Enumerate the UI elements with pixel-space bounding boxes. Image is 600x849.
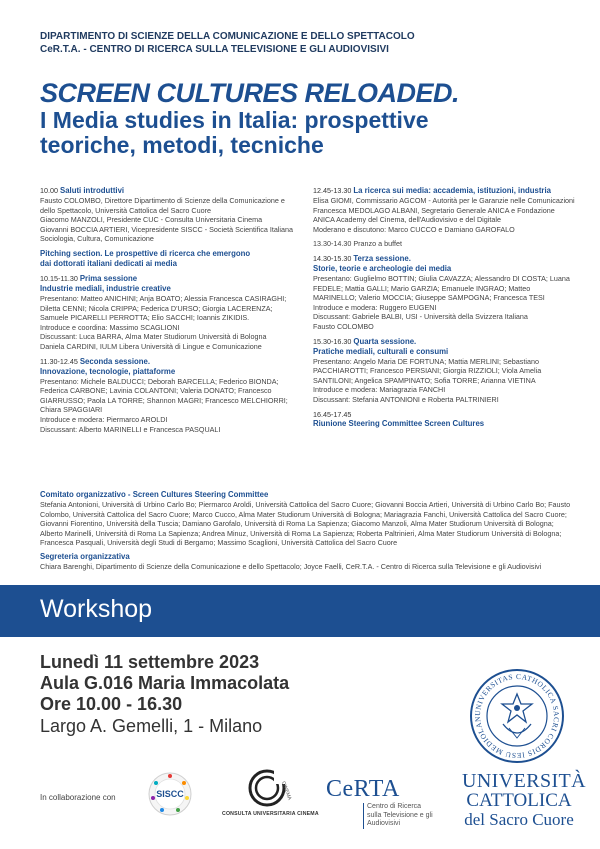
committee-members: Stefania Antonioni, Università di Urbino Carlo Bo; Piermarco Aroldi, Università Cattolica del Sacro Cuore; Giovanni Boccia Artieri, Università di Urbino Carlo Bo; Fausto Colombo, Università Cattolica del Sacro Cuore; Marco Cucco, Alma Mater Studiorum Università di Bologna; Mariagrazia Fanchi, Università Cattolica del Sacro Cuore; Giovanni Fiorentino, Università della Tuscia; Damiano Garofalo, Università di Roma La Sapienza; Giacomo Manzoli, Alma Mater Studiorum Università di Bologna; Alberto Marinelli, Università di Roma La Sapienza; Andrea Minuz, Università di Roma La Sapienza; Roberta Paltrinieri, Alma Mater Studiorum Università di Bologna; Francesca Pasquali, Università degli Studi di Bergamo; Massimo Scaglioni, Università Cattolica del Sacro Cuore <box>40 500 571 548</box>
discussant: Discussant: Luca BARRA, Alma Mater Studiorum Università di Bologna <box>40 332 267 342</box>
workshop-band <box>0 585 600 637</box>
certa-logo <box>326 776 466 826</box>
university-line-1: UNIVERSITÀ <box>462 770 586 792</box>
session-heading: La ricerca sui media: accademia, istituzioni, industria <box>353 186 551 195</box>
university-line-2: CATTOLICA <box>466 790 572 811</box>
program-block-greetings <box>40 186 302 244</box>
session-subheading: Storie, teorie e archeologie dei media <box>313 263 452 273</box>
time: 16.45-17.45 <box>313 409 352 419</box>
workshop-label: Workshop <box>40 595 153 623</box>
discussant: Daniela CARDINI, IULM Libera Università di Lingue e Comunicazione <box>40 341 262 351</box>
subtitle-line-1: I Media studies in Italia: prospettive <box>40 107 429 133</box>
session-heading: Saluti introduttivi <box>60 186 125 195</box>
speaker: Elisa GIOMI, Commissario AGCOM - Autorità per le Garanzie nelle Comunicazioni <box>313 196 575 205</box>
presenters: Presentano: Matteo ANICHINI; Anja BOATO; Alessia Francesca CASIRAGHI; Diletta CENNI; Nicola CRIPPA; Federica D'URSO; Giorgia LACERENZA; Samuele PICARELLI PERROTTA; Elio SACCHI; Ioannis ZIKIDIS. <box>40 293 287 323</box>
program-block-session-3 <box>313 254 575 332</box>
presenters: Presentano: Guglielmo BOTTIN; Giulia CAVAZZA; Alessandro DI COSTA; Luana FEDELE; Mattia GALLI; Mario GARZIA; Emanuele INGRAO; Matteo MARINELLO; Valerio MOCCIA; Giuseppe SAMPOGNA; Francesca TESI <box>313 273 570 303</box>
time: 14.30-15.30 <box>313 253 352 263</box>
header-department: DIPARTIMENTO DI SCIENZE DELLA COMUNICAZIONE E DELLO SPETTACOLO <box>40 31 415 42</box>
pitch-heading-line-2: dai dottorati italiani dedicati ai media <box>40 258 177 268</box>
session-heading: Prima sessione <box>79 273 138 283</box>
event-info <box>40 652 289 737</box>
collaboration-label: In collaborazione con <box>40 793 116 802</box>
program-block-session-4 <box>313 337 575 405</box>
discussant: Discussant: Alberto MARINELLI e Francesca PASQUALI <box>40 424 221 434</box>
certa-name: CeRTA <box>326 776 400 802</box>
speaker: Giovanni BOCCIA ARTIERI, Vicepresidente SISCC - Società Scientifica Italiana Sociologia, Cultura, Comunicazione <box>40 224 294 244</box>
time: 10.15-11.30 <box>40 273 78 283</box>
presenters: Presentano: Angelo Maria DE FORTUNA; Mattia MERLINI; Sebastiano PACCHIAROTTI; Francesco PERSIANI; Giorgia RIZZIOLI; Viola Amelia SANTILONI; Angelica SPAMPINATO; Sofia TORRE; Arianna VIETINA <box>313 356 542 385</box>
discussant: Discussant: Stefania ANTONIONI e Roberta PALTRINIERI <box>313 394 499 404</box>
university-wordmark <box>462 770 586 829</box>
program-right-column <box>313 186 575 434</box>
lunch: 13.30-14.30 Pranzo a buffet <box>313 239 402 249</box>
program-block-roundtable <box>313 186 575 234</box>
cuc-caption: CONSULTA UNIVERSITARIA CINEMA <box>222 811 319 817</box>
event-date: Lunedì 11 settembre 2023 <box>40 652 260 672</box>
university-seal-icon <box>469 668 565 764</box>
time: 11.30-12.45 <box>40 356 78 366</box>
moderator: Moderano e discutono: Marco CUCCO e Damiano GAROFALO <box>313 224 515 234</box>
committee-heading: Comitato organizzativo - Screen Cultures Steering Committee <box>40 490 269 499</box>
header <box>40 30 415 56</box>
siscc-text: SISCC <box>156 789 184 799</box>
program-block-session-1 <box>40 274 302 352</box>
moderator: Introduce e modera: Ruggero EUGENI <box>313 302 437 312</box>
session-heading: Quarta sessione. <box>353 336 417 346</box>
session-heading: Terza sessione. <box>353 253 411 263</box>
program-block-session-2 <box>40 357 302 435</box>
secretariat-heading: Segreteria organizzativa <box>40 551 130 561</box>
svg-text:CINEMA: CINEMA <box>280 780 293 801</box>
event-room: Aula G.016 Maria Immacolata <box>40 673 290 693</box>
session-heading: Riunione Steering Committee Screen Cultures <box>313 419 485 429</box>
event-time: Ore 10.00 - 16.30 <box>40 694 183 714</box>
time: 12.45-13.30 <box>313 186 352 195</box>
session-subheading: Industrie mediali, industrie creative <box>40 283 171 293</box>
program-left-column <box>40 186 302 439</box>
main-title: SCREEN CULTURES RELOADED. <box>40 78 460 108</box>
university-line-3: del Sacro Cuore <box>464 810 574 829</box>
program-block-lunch <box>313 239 575 249</box>
certa-subtitle <box>363 803 466 829</box>
presenters: Presentano: Michele BALDUCCI; Deborah BARCELLA; Federico BIONDA; Federica CARBONE; Lavinia COLANTONI; Valeria DONATO; Francesco GIARRUSSO; Paola LA TORRE; Shannon MAGRI; Francesco MELCHIORRI; Chiara SPAGGIARI <box>40 376 288 415</box>
speaker: Francesca MEDOLAGO ALBANI, Segretario Generale ANICA e Fondazione ANICA Academy del Cinema, dell'Audiovisivo e del Digitale <box>313 205 555 225</box>
committee-section <box>40 490 575 572</box>
session-heading: Seconda sessione. <box>79 356 151 366</box>
speaker: Giacomo MANZOLI, Presidente CUC - Consulta Universitaria Cinema <box>40 215 263 225</box>
moderator: Introduce e coordina: Massimo SCAGLIONI <box>40 322 180 332</box>
discussant: Fausto COLOMBO <box>313 321 374 331</box>
seal-text: UNIVERSITAS CATHOLICA SACRI CORDIS IESU MEDIOLAN <box>472 671 562 761</box>
subtitle-line-2: teoriche, metodi, tecniche <box>40 132 324 158</box>
siscc-logo <box>146 770 194 818</box>
header-center: CeR.T.A. - CENTRO DI RICERCA SULLA TELEVISIONE E GLI AUDIOVISIVI <box>40 44 389 55</box>
moderator: Introduce e modera: Piermarco AROLDI <box>40 414 168 424</box>
secretariat-members: Chiara Barenghi, Dipartimento di Scienze della Comunicazione e dello Spettacolo; Joyce Faelli, CeR.T.A. - Centro di Ricerca sulla Televisione e gli Audiovisivi <box>40 561 542 571</box>
time: 10.00 <box>40 186 58 195</box>
pitching-section-heading <box>40 249 302 269</box>
program-block-steering <box>313 410 575 430</box>
time: 15.30-16.30 <box>313 336 352 346</box>
cuc-mark-icon <box>244 768 293 808</box>
speaker: Fausto COLOMBO, Direttore Dipartimento di Scienze della Comunicazione e dello Spettacolo, Università Cattolica del Sacro Cuore <box>40 196 285 215</box>
session-subheading: Pratiche mediali, culturali e consumi <box>313 346 449 356</box>
title-block <box>40 78 570 158</box>
session-subheading: Innovazione, tecnologie, piattaforme <box>40 366 176 376</box>
discussant: Discussant: Gabriele BALBI, USI - Università della Svizzera Italiana <box>313 312 528 322</box>
cuc-logo <box>222 768 319 830</box>
pitch-heading-line-1: Pitching section. Le prospettive di ricerca che emergono <box>40 248 251 258</box>
moderator: Introduce e modera: Mariagrazia FANCHI <box>313 385 446 395</box>
certa-sub-line-1: Centro di Ricerca <box>367 803 422 810</box>
certa-sub-line-2: sulla Televisione e gli Audiovisivi <box>367 811 433 827</box>
event-address: Largo A. Gemelli, 1 - Milano <box>40 716 263 736</box>
